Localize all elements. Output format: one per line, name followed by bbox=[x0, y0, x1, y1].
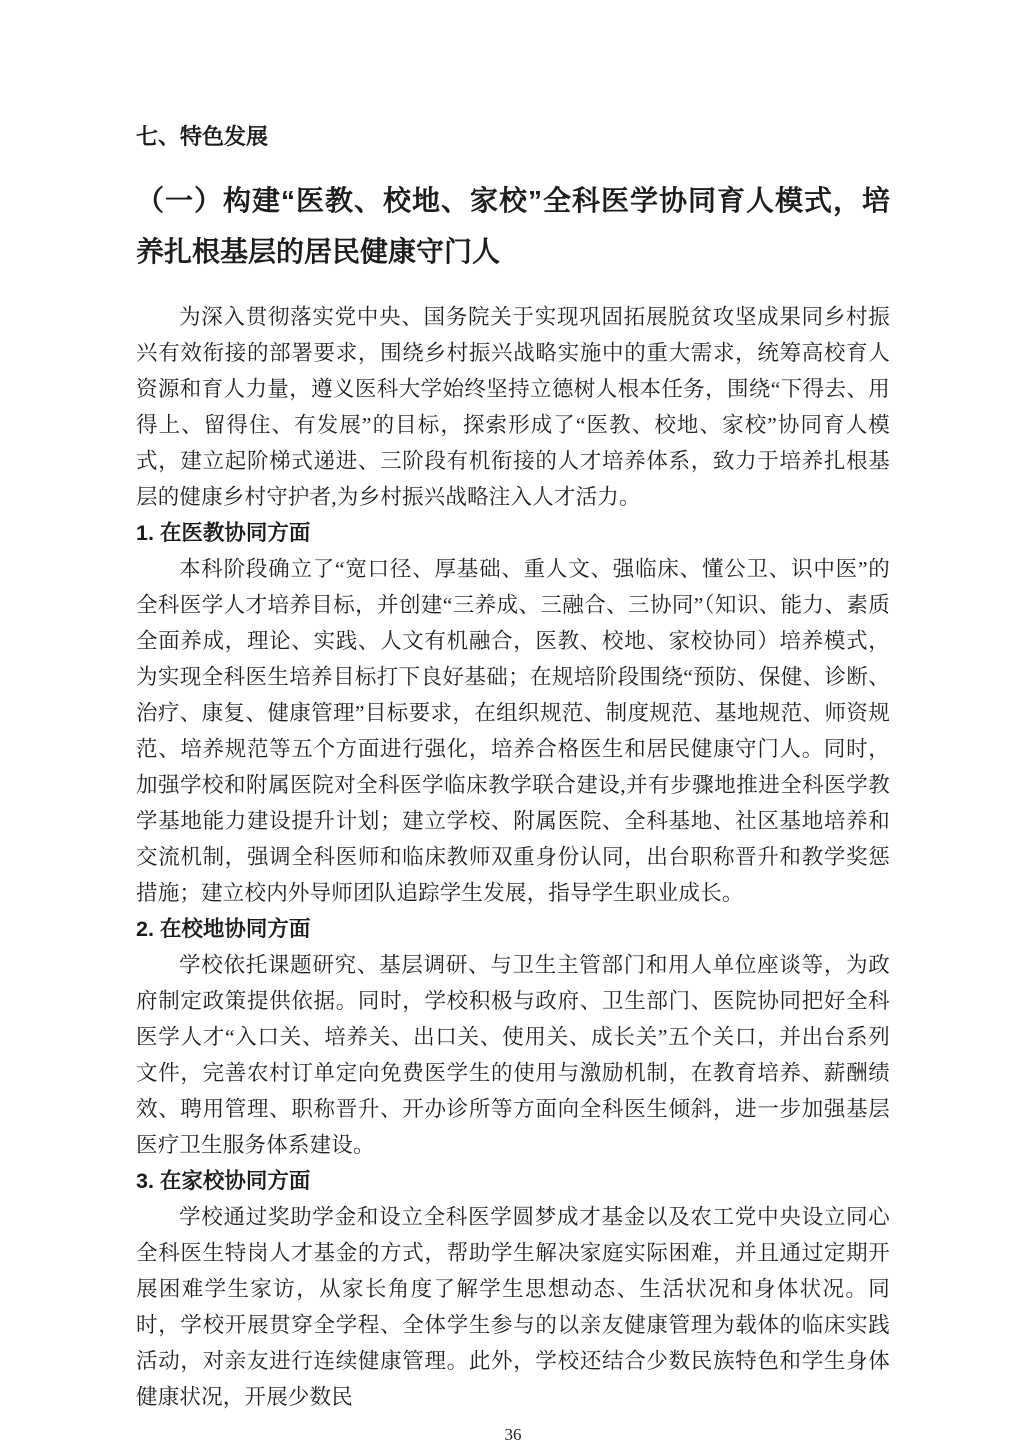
chapter-heading: 七、特色发展 bbox=[136, 124, 269, 149]
subsection-medical-education bbox=[136, 515, 890, 911]
section-heading: （一）构建“医教、校地、家校”全科医学协同育人模式，培养扎根基层的居民健康守门人 bbox=[136, 185, 890, 267]
subsection-2-paragraph: 学校依托课题研究、基层调研、与卫生主管部门和用人单位座谈等，为政府制定政策提供依据。同时，学校积极与政府、卫生部门、医院协同把好全科医学人才“入口关、培养关、出口关、使用关、成长关”五个关口，并出台系列文件，完善农村订单定向免费医学生的使用与激励机制，在教育培养、薪酬绩效、聘用管理、职称晋升、开办诊所等方面向全科医生倾斜，进一步加强基层医疗卫生服务体系建设。 bbox=[136, 953, 890, 1158]
subsection-school-locality bbox=[136, 911, 890, 1163]
subsection-3-paragraph: 学校通过奖助学金和设立全科医学圆梦成才基金以及农工党中央设立同心全科医生特岗人才基金的方式，帮助学生解决家庭实际困难，并且通过定期开展困难学生家访，从家长角度了解学生思想动态、生活状况和身体状况。同时，学校开展贯穿全学程、全体学生参与的以亲友健康管理为载体的临床实践活动，对亲友进行连续健康管理。此外，学校还结合少数民族特色和学生身体健康状况，开展少数民 bbox=[136, 1205, 890, 1410]
subsection-home-school bbox=[136, 1163, 890, 1415]
subsection-3-heading: 3. 在家校协同方面 bbox=[136, 1169, 311, 1194]
page-number: 36 bbox=[504, 1425, 522, 1445]
intro-paragraph: 为深入贯彻落实党中央、国务院关于实现巩固拓展脱贫攻坚成果同乡村振兴有效衔接的部署要求，围绕乡村振兴战略实施中的重大需求，统筹高校育人资源和育人力量，遵义医科大学始终坚持立德树人根本任务，围绕“下得去、用得上、留得住、有发展”的目标，探索形成了“医教、校地、家校”协同育人模式，建立起阶梯式递进、三阶段有机衔接的人才培养体系，致力于培养扎根基层的健康乡村守护者,为乡村振兴战略注入人才活力。 bbox=[136, 305, 890, 510]
subsection-1-heading: 1. 在医教协同方面 bbox=[136, 521, 311, 546]
subsection-1-paragraph: 本科阶段确立了“宽口径、厚基础、重人文、强临床、懂公卫、识中医”的全科医学人才培养目标，并创建“三养成、三融合、三协同”（知识、能力、素质全面养成，理论、实践、人文有机融合，医教、校地、家校协同）培养模式，为实现全科医生培养目标打下良好基础；在规培阶段围绕“预防、保健、诊断、治疗、康复、健康管理”目标要求，在组织规范、制度规范、基地规范、师资规范、培养规范等五个方面进行强化，培养合格医生和居民健康守门人。同时，加强学校和附属医院对全科医学临床教学联合建设,并有步骤地推进全科医学教学基地能力建设提升计划；建立学校、附属医院、全科基地、社区基地培养和交流机制，强调全科医师和临床教师双重身份认同，出台职称晋升和教学奖惩措施；建立校内外导师团队追踪学生发展，指导学生职业成长。 bbox=[136, 557, 890, 906]
subsection-2-heading: 2. 在校地协同方面 bbox=[136, 917, 311, 942]
